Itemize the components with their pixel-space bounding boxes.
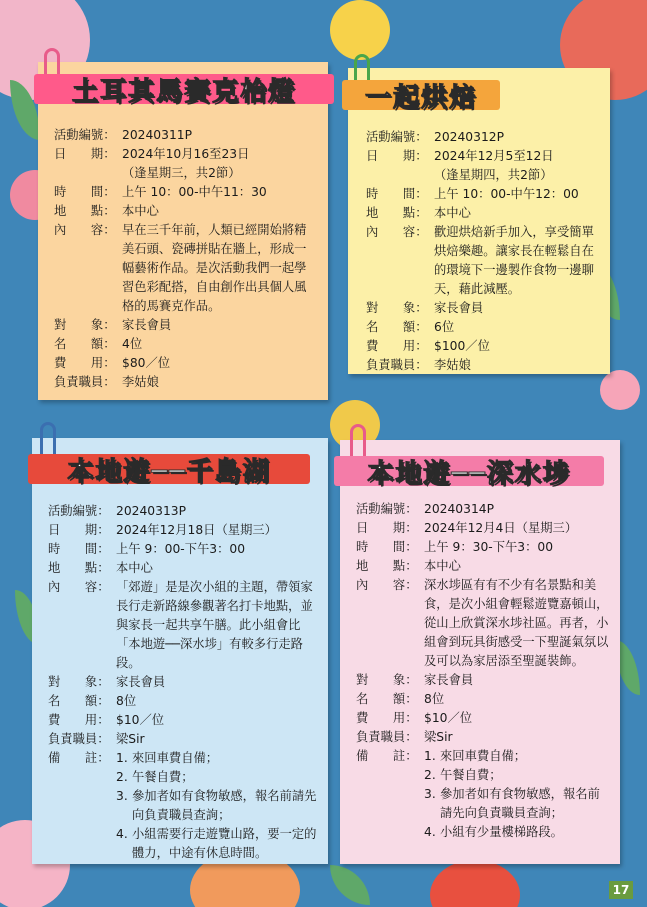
flower-decoration bbox=[330, 0, 390, 60]
target-label: 對 象： bbox=[48, 675, 110, 689]
activity-fee: $10／位 bbox=[424, 711, 473, 725]
card-info bbox=[54, 126, 316, 392]
activity-code: 20240314P bbox=[424, 502, 495, 516]
target-label: 對 象： bbox=[366, 301, 428, 315]
date-label: 日 期： bbox=[356, 521, 418, 535]
note-item: 3. 參加者如有食物敏感，報名前請先向負責職員查詢； bbox=[424, 787, 600, 820]
time-label: 時 間： bbox=[48, 542, 110, 556]
date-label: 日 期： bbox=[366, 149, 428, 163]
card-title: 本地遊──深水埗 bbox=[367, 458, 571, 489]
staff-label: 負責職員： bbox=[366, 358, 428, 372]
activity-fee: $100／位 bbox=[434, 339, 490, 353]
time-label: 時 間： bbox=[54, 185, 116, 199]
card-title: 一起烘焙 bbox=[364, 82, 477, 113]
activity-fee: $10／位 bbox=[116, 713, 165, 727]
content-label: 內 容： bbox=[48, 580, 110, 594]
card-info bbox=[48, 502, 320, 863]
fee-label: 費 用： bbox=[366, 339, 428, 353]
quota-label: 名 額： bbox=[48, 694, 110, 708]
flower-decoration bbox=[600, 370, 640, 410]
fee-label: 費 用： bbox=[48, 713, 110, 727]
activity-code: 20240313P bbox=[116, 504, 187, 518]
card-info bbox=[356, 500, 612, 842]
activity-date: 2024年12月5至12日 bbox=[434, 149, 554, 163]
place-label: 地 點： bbox=[54, 204, 116, 218]
date-label: 日 期： bbox=[54, 147, 116, 161]
activity-content: 歡迎烘焙新手加入，享受簡單烘焙樂趣。讓家長在輕鬆自在的環境下一邊製作食物一邊聊天，藉此減壓。 bbox=[434, 225, 594, 296]
activity-time: 上午 9：00-下午3：00 bbox=[116, 542, 246, 556]
activity-time: 上午 10：00-中午12：00 bbox=[434, 187, 579, 201]
time-label: 時 間： bbox=[356, 540, 418, 554]
content-label: 內 容： bbox=[356, 578, 418, 592]
activity-target: 家長會員 bbox=[122, 318, 172, 332]
note-item: 2. 午餐自費； bbox=[424, 768, 502, 782]
card-title-banner bbox=[34, 74, 334, 107]
place-label: 地 點： bbox=[48, 561, 110, 575]
content-label: 內 容： bbox=[54, 223, 116, 237]
date-note: （逢星期四，共2節） bbox=[434, 168, 553, 182]
activity-place: 本中心 bbox=[424, 559, 461, 573]
activity-quota: 6位 bbox=[434, 320, 455, 334]
note-item: 1. 來回車費自備； bbox=[424, 749, 527, 763]
activity-place: 本中心 bbox=[434, 206, 471, 220]
activity-time: 上午 9：30-下午3：00 bbox=[424, 540, 554, 554]
staff-label: 負責職員： bbox=[356, 730, 418, 744]
activity-staff: 李姑娘 bbox=[122, 375, 159, 389]
notes-list bbox=[116, 749, 320, 863]
date-note: （逢星期三，共2節） bbox=[122, 166, 241, 180]
activity-date: 2024年12月18日（星期三） bbox=[116, 523, 277, 537]
notes-label: 備 註： bbox=[356, 749, 418, 763]
activity-date: 2024年12月4日（星期三） bbox=[424, 521, 578, 535]
activity-card-baking bbox=[348, 68, 610, 374]
activity-date: 2024年10月16至23日 bbox=[122, 147, 250, 161]
date-label: 日 期： bbox=[48, 523, 110, 537]
card-title-banner bbox=[342, 80, 500, 113]
activity-target: 家長會員 bbox=[116, 675, 166, 689]
target-label: 對 象： bbox=[54, 318, 116, 332]
card-title-banner bbox=[28, 454, 310, 487]
fee-label: 費 用： bbox=[356, 711, 418, 725]
activity-staff: 梁Sir bbox=[116, 732, 145, 746]
card-info bbox=[366, 128, 602, 375]
code-label: 活動編號： bbox=[54, 128, 116, 142]
activity-content: 「郊遊」是是次小組的主題，帶領家長行走新路線參觀著名打卡地點，並與家長一起共享午膳。此小組會比「本地遊──深水埗」有較多行走路段。 bbox=[116, 580, 313, 670]
target-label: 對 象： bbox=[356, 673, 418, 687]
card-title: 土耳其馬賽克枱燈 bbox=[71, 76, 296, 107]
activity-content: 深水埗區有有不少有名景點和美食，是次小組會輕鬆遊覽嘉頓山，從山上欣賞深水埗社區。再者，小組會到玩具街感受一下聖誕氣氛以及可以為家居添至聖誕裝飾。 bbox=[424, 578, 609, 668]
note-item: 1. 來回車費自備； bbox=[116, 751, 219, 765]
notes-label: 備 註： bbox=[48, 751, 110, 765]
activity-staff: 梁Sir bbox=[424, 730, 453, 744]
card-title-banner bbox=[334, 456, 604, 489]
activity-place: 本中心 bbox=[122, 204, 159, 218]
staff-label: 負責職員： bbox=[54, 375, 116, 389]
content-label: 內 容： bbox=[366, 225, 428, 239]
note-item: 3. 參加者如有食物敏感，報名前請先向負責職員查詢； bbox=[116, 789, 317, 822]
flower-decoration bbox=[430, 860, 520, 907]
quota-label: 名 額： bbox=[54, 337, 116, 351]
quota-label: 名 額： bbox=[356, 692, 418, 706]
card-title: 本地遊──千島湖 bbox=[67, 456, 271, 487]
activity-target: 家長會員 bbox=[434, 301, 484, 315]
code-label: 活動編號： bbox=[366, 130, 428, 144]
activity-target: 家長會員 bbox=[424, 673, 474, 687]
activity-staff: 李姑娘 bbox=[434, 358, 471, 372]
place-label: 地 點： bbox=[366, 206, 428, 220]
place-label: 地 點： bbox=[356, 559, 418, 573]
activity-code: 20240311P bbox=[122, 128, 193, 142]
note-item: 2. 午餐自費； bbox=[116, 770, 194, 784]
quota-label: 名 額： bbox=[366, 320, 428, 334]
code-label: 活動編號： bbox=[48, 504, 110, 518]
code-label: 活動編號： bbox=[356, 502, 418, 516]
notes-list bbox=[424, 747, 612, 842]
activity-card-thousand-island-lake bbox=[32, 438, 328, 864]
fee-label: 費 用： bbox=[54, 356, 116, 370]
activity-card-mosaic-lamp bbox=[38, 62, 328, 400]
activity-fee: $80／位 bbox=[122, 356, 171, 370]
time-label: 時 間： bbox=[366, 187, 428, 201]
activity-card-sham-shui-po bbox=[340, 440, 620, 864]
activity-time: 上午 10：00-中午11：30 bbox=[122, 185, 267, 199]
staff-label: 負責職員： bbox=[48, 732, 110, 746]
activity-quota: 4位 bbox=[122, 337, 143, 351]
activity-code: 20240312P bbox=[434, 130, 505, 144]
activity-content: 早在三千年前，人類已經開始將精美石頭、瓷磚拼貼在牆上，形成一幅藝術作品。是次活動我們一起學習色彩配搭，自由創作出具個人風格的馬賽克作品。 bbox=[122, 223, 307, 313]
activity-place: 本中心 bbox=[116, 561, 153, 575]
activity-quota: 8位 bbox=[116, 694, 137, 708]
activity-quota: 8位 bbox=[424, 692, 445, 706]
page-number: 17 bbox=[609, 881, 633, 899]
leaf-decoration bbox=[330, 865, 370, 905]
note-item: 4. 小組需要行走遊覽山路，要一定的體力，中途有休息時間。 bbox=[116, 827, 317, 860]
note-item: 4. 小組有少量樓梯路段。 bbox=[424, 825, 563, 839]
